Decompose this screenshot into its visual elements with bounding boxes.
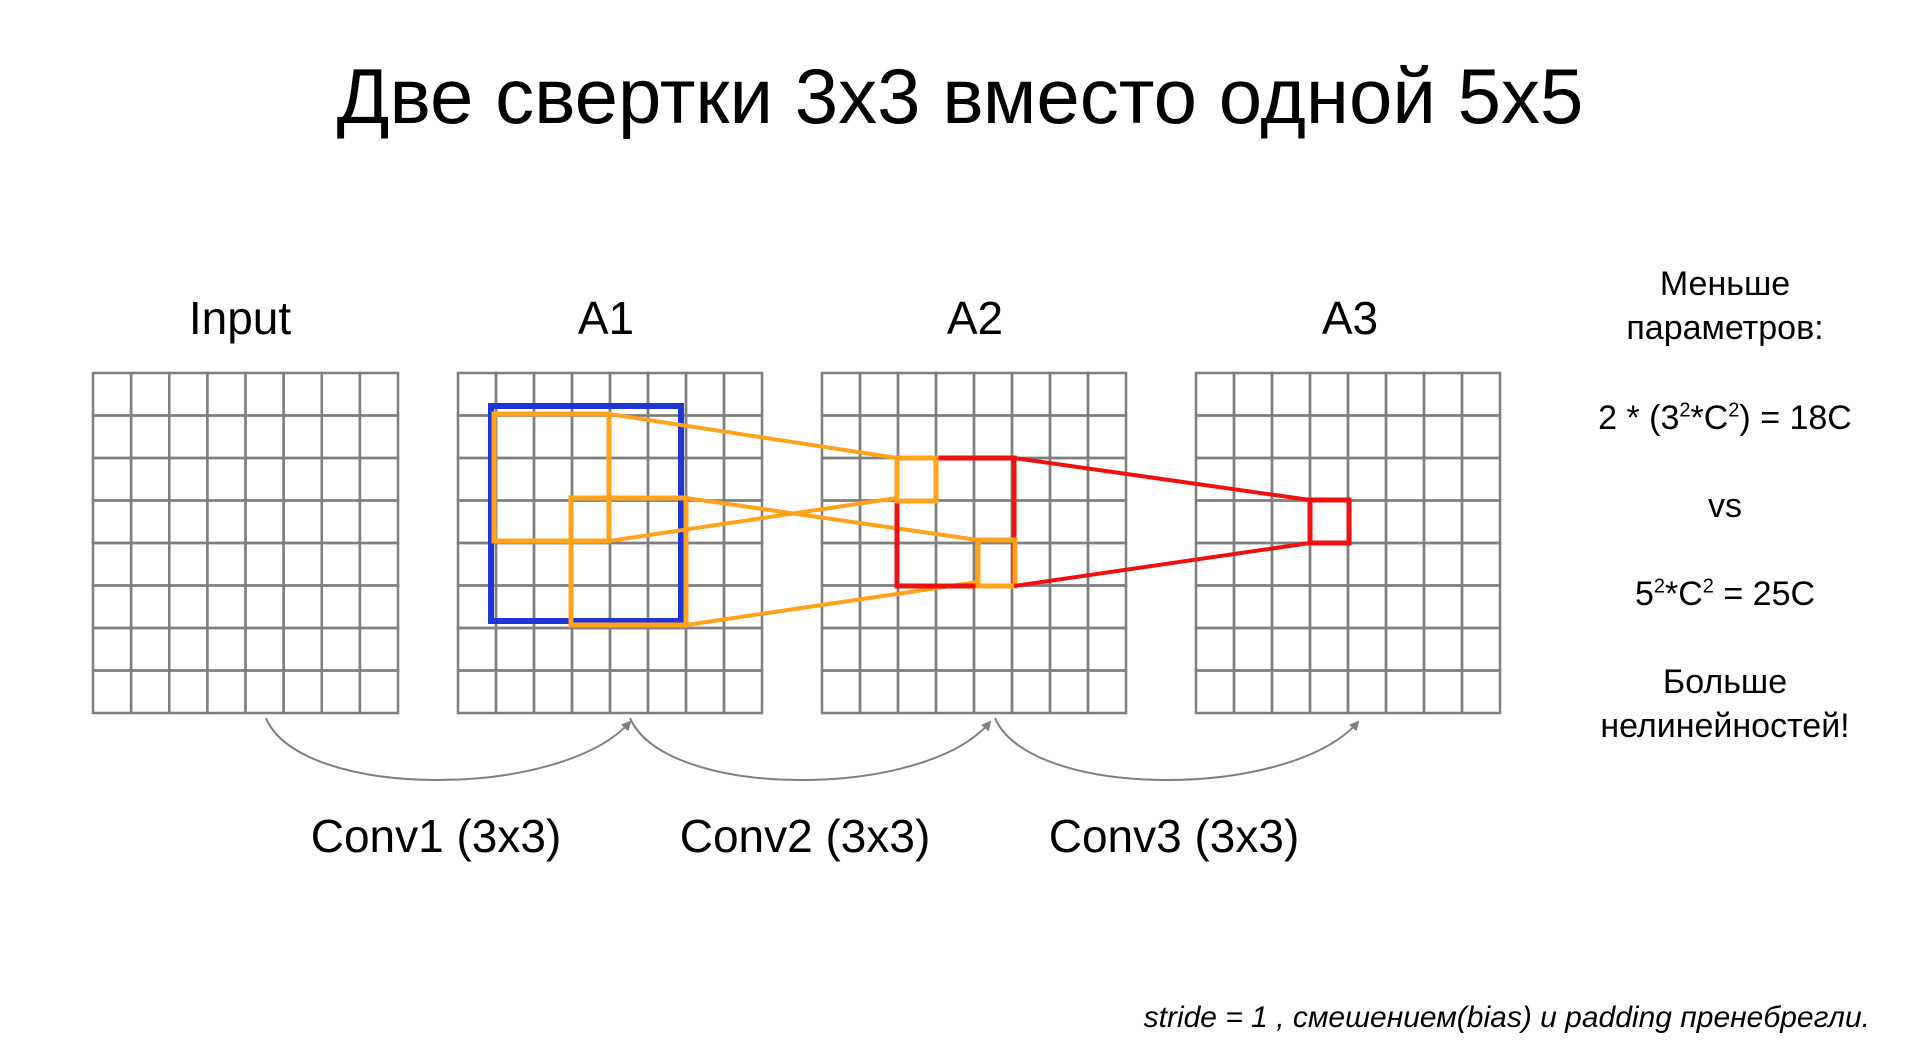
grid-cell bbox=[724, 543, 762, 586]
grid-cell bbox=[898, 501, 936, 544]
grid-cell bbox=[572, 501, 610, 544]
a2-grid bbox=[822, 373, 1126, 713]
grid-cell bbox=[131, 543, 169, 586]
grid-cell bbox=[534, 373, 572, 416]
grid-cell bbox=[207, 628, 245, 671]
formula2-sup1: 2 bbox=[1653, 575, 1665, 598]
formula2-sup2: 2 bbox=[1702, 575, 1714, 598]
grid-cell bbox=[496, 458, 534, 501]
grid-cell bbox=[534, 501, 572, 544]
grid-cell bbox=[1348, 416, 1386, 459]
grid-cell bbox=[284, 373, 322, 416]
grid-cell bbox=[169, 671, 207, 714]
grid-cell bbox=[1050, 416, 1088, 459]
grid-cell bbox=[1348, 586, 1386, 629]
grid-cell bbox=[284, 628, 322, 671]
grid-cell bbox=[936, 416, 974, 459]
grid-cell bbox=[246, 416, 284, 459]
grid-cell bbox=[284, 501, 322, 544]
grid-label-a3: A3 bbox=[1321, 292, 1379, 344]
grid-cell bbox=[534, 671, 572, 714]
grid-cell bbox=[936, 458, 974, 501]
grid-cell bbox=[496, 543, 534, 586]
kernel-3x3-bottom-right bbox=[571, 498, 686, 625]
conv2-arrow bbox=[630, 718, 990, 780]
grid-cell bbox=[572, 373, 610, 416]
grid-cell bbox=[1088, 416, 1126, 459]
grid-cell bbox=[860, 373, 898, 416]
grid-cell bbox=[648, 671, 686, 714]
grid-cell bbox=[93, 416, 131, 459]
grid-cell bbox=[1424, 373, 1462, 416]
grid-cell bbox=[534, 416, 572, 459]
grid-cell bbox=[1234, 416, 1272, 459]
grid-cell bbox=[496, 416, 534, 459]
grid-cell bbox=[974, 416, 1012, 459]
grid-cell bbox=[974, 501, 1012, 544]
formula-one-5x5 bbox=[1560, 572, 1890, 616]
grid-cell bbox=[1196, 416, 1234, 459]
grid-cell bbox=[1310, 671, 1348, 714]
grid-cell bbox=[322, 628, 360, 671]
grid-cell bbox=[93, 628, 131, 671]
grid-cell bbox=[360, 586, 398, 629]
grid-cell bbox=[360, 543, 398, 586]
grid-cell bbox=[1424, 628, 1462, 671]
grid-cell bbox=[1272, 586, 1310, 629]
grid-cell bbox=[169, 373, 207, 416]
grid-cell bbox=[534, 458, 572, 501]
grid-cell bbox=[1386, 501, 1424, 544]
projection-line bbox=[609, 414, 897, 458]
grid-cell bbox=[207, 543, 245, 586]
grid-cell bbox=[284, 586, 322, 629]
grid-cell bbox=[1088, 586, 1126, 629]
grid-cell bbox=[207, 458, 245, 501]
grid-cell bbox=[1462, 458, 1500, 501]
formula1-mid: *C bbox=[1690, 399, 1729, 437]
grid-cell bbox=[169, 501, 207, 544]
grid-cell bbox=[572, 416, 610, 459]
grid-cell bbox=[1348, 373, 1386, 416]
grid-cell bbox=[207, 373, 245, 416]
grid-cell bbox=[1462, 416, 1500, 459]
grid-cell bbox=[822, 373, 860, 416]
grid-cell bbox=[1424, 501, 1462, 544]
formula-two-3x3 bbox=[1560, 396, 1890, 440]
grid-cell bbox=[898, 373, 936, 416]
grid-cell bbox=[1088, 373, 1126, 416]
grid-cell bbox=[93, 501, 131, 544]
grid-cell bbox=[322, 416, 360, 459]
grid-cell bbox=[1310, 373, 1348, 416]
grid-cell bbox=[1462, 373, 1500, 416]
grid-cell bbox=[1310, 628, 1348, 671]
grid-cell bbox=[1012, 458, 1050, 501]
grid-cell bbox=[496, 501, 534, 544]
grid-cell bbox=[1196, 671, 1234, 714]
grid-cell bbox=[572, 628, 610, 671]
grid-cell bbox=[686, 671, 724, 714]
grid-cell bbox=[610, 373, 648, 416]
grid-cell bbox=[322, 543, 360, 586]
grid-cell bbox=[860, 543, 898, 586]
grid-cell bbox=[1310, 586, 1348, 629]
formula1-suffix: ) = 18C bbox=[1739, 399, 1852, 437]
grid-cell bbox=[572, 671, 610, 714]
grid-cell bbox=[246, 373, 284, 416]
kernel-3x3-top-left bbox=[494, 414, 609, 541]
grid-cell bbox=[860, 628, 898, 671]
grid-cell bbox=[1234, 373, 1272, 416]
grid-cell bbox=[974, 373, 1012, 416]
input-grid bbox=[93, 373, 398, 713]
fewer-params-line2: параметров: bbox=[1626, 309, 1824, 347]
grid-cell bbox=[1050, 671, 1088, 714]
grid-cell bbox=[284, 458, 322, 501]
grid-cell bbox=[1012, 671, 1050, 714]
grid-cell bbox=[936, 373, 974, 416]
grid-cell bbox=[246, 586, 284, 629]
grid-cell bbox=[1424, 671, 1462, 714]
grid-cell bbox=[974, 671, 1012, 714]
grid-cell bbox=[207, 501, 245, 544]
grid-cell bbox=[974, 458, 1012, 501]
grid-cell bbox=[1196, 458, 1234, 501]
grid-cell bbox=[1424, 543, 1462, 586]
grid-cell bbox=[936, 543, 974, 586]
grid-cell bbox=[131, 671, 169, 714]
grid-cell bbox=[724, 671, 762, 714]
grid-cell bbox=[1196, 501, 1234, 544]
conv3-region-3x3 bbox=[897, 458, 1014, 586]
grid-cell bbox=[1050, 628, 1088, 671]
grid-cell bbox=[860, 671, 898, 714]
grid-cell bbox=[360, 458, 398, 501]
grid-cell bbox=[1012, 628, 1050, 671]
grid-cell bbox=[686, 416, 724, 459]
grid-cell bbox=[284, 543, 322, 586]
grid-cell bbox=[246, 543, 284, 586]
grid-cell bbox=[246, 501, 284, 544]
grid-cell bbox=[93, 671, 131, 714]
grid-cell bbox=[496, 628, 534, 671]
formula1-sup1: 2 bbox=[1679, 399, 1691, 422]
grid-cell bbox=[1050, 501, 1088, 544]
grid-cell bbox=[360, 671, 398, 714]
grid-cell bbox=[610, 671, 648, 714]
grid-cell bbox=[860, 458, 898, 501]
grid-cell bbox=[1196, 586, 1234, 629]
grid-cell bbox=[860, 586, 898, 629]
grid-cell bbox=[1272, 628, 1310, 671]
conv1-arrow bbox=[266, 718, 630, 780]
grid-cell bbox=[1088, 628, 1126, 671]
formula2-suffix: = 25C bbox=[1713, 575, 1816, 613]
grid-cell bbox=[322, 501, 360, 544]
grid-cell bbox=[496, 671, 534, 714]
grid-cell bbox=[1348, 501, 1386, 544]
grid-cell bbox=[284, 671, 322, 714]
grid-cell bbox=[131, 458, 169, 501]
grid-cell bbox=[898, 543, 936, 586]
grid-cell bbox=[1012, 586, 1050, 629]
formula2-base: 5 bbox=[1634, 575, 1654, 613]
grid-cell bbox=[207, 586, 245, 629]
formula1-sup2: 2 bbox=[1728, 399, 1740, 422]
grid-label-a2: A2 bbox=[946, 292, 1004, 344]
projection-line bbox=[1014, 458, 1310, 500]
grid-cell bbox=[458, 671, 496, 714]
receptive-field-5x5 bbox=[491, 406, 681, 621]
grid-cell bbox=[1386, 628, 1424, 671]
grid-cell bbox=[610, 543, 648, 586]
more-nonlinearity-line1: Больше bbox=[1662, 663, 1788, 701]
grid-cell bbox=[93, 586, 131, 629]
grid-cell bbox=[1012, 373, 1050, 416]
projection-line bbox=[686, 498, 978, 540]
grid-cell bbox=[1088, 501, 1126, 544]
conv3-label: Conv3 (3x3) bbox=[1048, 810, 1300, 862]
a2-cell-bottom-right bbox=[978, 540, 1015, 586]
projection-line bbox=[609, 498, 897, 541]
grid-cell bbox=[572, 543, 610, 586]
grid-cell bbox=[572, 458, 610, 501]
grid-cell bbox=[936, 628, 974, 671]
grid-cell bbox=[724, 373, 762, 416]
grid-cell bbox=[686, 628, 724, 671]
grid-cell bbox=[1462, 501, 1500, 544]
grid-cell bbox=[1462, 628, 1500, 671]
conv2-label: Conv2 (3x3) bbox=[679, 810, 931, 862]
grid-cell bbox=[1310, 501, 1348, 544]
grid-cell bbox=[131, 501, 169, 544]
grid-cell bbox=[534, 628, 572, 671]
formula1-prefix: 2 * (3 bbox=[1598, 399, 1680, 437]
grid-label-input: Input bbox=[188, 292, 292, 344]
grid-cell bbox=[284, 416, 322, 459]
formula2-mid: *C bbox=[1665, 575, 1703, 613]
grid-cell bbox=[822, 628, 860, 671]
grid-cell bbox=[534, 543, 572, 586]
grid-cell bbox=[1424, 458, 1462, 501]
grid-cell bbox=[822, 671, 860, 714]
grid-cell bbox=[686, 543, 724, 586]
grid-cell bbox=[610, 628, 648, 671]
grid-cell bbox=[1272, 373, 1310, 416]
grid-cell bbox=[360, 628, 398, 671]
grid-cell bbox=[1196, 628, 1234, 671]
grid-cell bbox=[822, 586, 860, 629]
grid-cell bbox=[1234, 628, 1272, 671]
grid-cell bbox=[648, 628, 686, 671]
grid-cell bbox=[686, 501, 724, 544]
grid-cell bbox=[1424, 586, 1462, 629]
grid-cell bbox=[610, 458, 648, 501]
grid-cell bbox=[169, 586, 207, 629]
grid-cell bbox=[860, 501, 898, 544]
grid-cell bbox=[131, 373, 169, 416]
grid-cell bbox=[724, 628, 762, 671]
grid-cell bbox=[1386, 458, 1424, 501]
grid-cell bbox=[974, 628, 1012, 671]
grid-cell bbox=[974, 586, 1012, 629]
grid-cell bbox=[93, 373, 131, 416]
vs-label: vs bbox=[1708, 487, 1742, 525]
grid-cell bbox=[207, 416, 245, 459]
grid-cell bbox=[1310, 416, 1348, 459]
conv3-arrow bbox=[995, 718, 1358, 780]
grid-cell bbox=[1386, 586, 1424, 629]
grid-cell bbox=[1234, 671, 1272, 714]
grid-cell bbox=[246, 671, 284, 714]
grid-cell bbox=[322, 671, 360, 714]
grid-cell bbox=[898, 416, 936, 459]
grid-cell bbox=[686, 373, 724, 416]
grid-cell bbox=[322, 458, 360, 501]
grid-cell bbox=[724, 586, 762, 629]
grid-cell bbox=[93, 458, 131, 501]
grid-cell bbox=[1310, 543, 1348, 586]
grid-cell bbox=[822, 543, 860, 586]
grid-cell bbox=[360, 416, 398, 459]
fewer-params-line1: Меньше bbox=[1659, 265, 1791, 303]
page-title: Две свертки 3x3 вместо одной 5x5 bbox=[336, 52, 1584, 140]
grid-cell bbox=[169, 628, 207, 671]
grid-cell bbox=[1012, 543, 1050, 586]
grid-cell bbox=[1234, 586, 1272, 629]
grid-cell bbox=[1196, 373, 1234, 416]
grid-cell bbox=[1348, 543, 1386, 586]
grid-cell bbox=[1050, 586, 1088, 629]
grid-cell bbox=[1462, 671, 1500, 714]
grid-cell bbox=[1012, 416, 1050, 459]
more-nonlinearity-heading bbox=[1560, 660, 1890, 748]
grid-cell bbox=[360, 501, 398, 544]
grid-cell bbox=[1272, 416, 1310, 459]
grid-cell bbox=[131, 416, 169, 459]
grid-cell bbox=[131, 586, 169, 629]
grid-cell bbox=[1012, 501, 1050, 544]
grid-cell bbox=[169, 416, 207, 459]
grid-cell bbox=[1234, 501, 1272, 544]
grid-cell bbox=[1088, 543, 1126, 586]
grid-cell bbox=[610, 416, 648, 459]
grid-cell bbox=[1310, 458, 1348, 501]
projection-line bbox=[1014, 543, 1310, 586]
a3-output-cell bbox=[1310, 500, 1349, 543]
grid-cell bbox=[1462, 586, 1500, 629]
grid-cell bbox=[898, 671, 936, 714]
a2-cell-top-left bbox=[897, 458, 936, 501]
grid-cell bbox=[1088, 458, 1126, 501]
grid-cell bbox=[246, 628, 284, 671]
grid-cell bbox=[246, 458, 284, 501]
grid-cell bbox=[169, 543, 207, 586]
grid-cell bbox=[496, 373, 534, 416]
grid-cell bbox=[322, 373, 360, 416]
grid-cell bbox=[1386, 543, 1424, 586]
grid-cell bbox=[1272, 671, 1310, 714]
grid-cell bbox=[724, 458, 762, 501]
grid-label-a1: A1 bbox=[577, 292, 635, 344]
grid-cell bbox=[1424, 416, 1462, 459]
grid-cell bbox=[1462, 543, 1500, 586]
grid-cell bbox=[1196, 543, 1234, 586]
grid-cell bbox=[1386, 373, 1424, 416]
grid-cell bbox=[822, 458, 860, 501]
grid-cell bbox=[93, 543, 131, 586]
grid-cell bbox=[1348, 671, 1386, 714]
grid-cell bbox=[1348, 458, 1386, 501]
grid-cell bbox=[686, 458, 724, 501]
grid-cell bbox=[131, 628, 169, 671]
grid-cell bbox=[898, 458, 936, 501]
grid-cell bbox=[1272, 501, 1310, 544]
grid-cell bbox=[1348, 628, 1386, 671]
grid-cell bbox=[169, 458, 207, 501]
grid-cell bbox=[936, 671, 974, 714]
fewer-params-heading bbox=[1560, 262, 1890, 350]
grid-cell bbox=[936, 586, 974, 629]
grid-cell bbox=[360, 373, 398, 416]
grid-cell bbox=[1088, 671, 1126, 714]
grid-cell bbox=[322, 586, 360, 629]
footnote: stride = 1 , смешением(bias) и padding пренебрегли. bbox=[1143, 1001, 1870, 1034]
grid-cell bbox=[1386, 671, 1424, 714]
more-nonlinearity-line2: нелинейностей! bbox=[1600, 707, 1850, 745]
grid-cell bbox=[207, 671, 245, 714]
grid-cell bbox=[898, 628, 936, 671]
grid-cell bbox=[458, 628, 496, 671]
conv1-label: Conv1 (3x3) bbox=[310, 810, 562, 862]
grid-cell bbox=[1050, 373, 1088, 416]
grid-cell bbox=[1386, 416, 1424, 459]
